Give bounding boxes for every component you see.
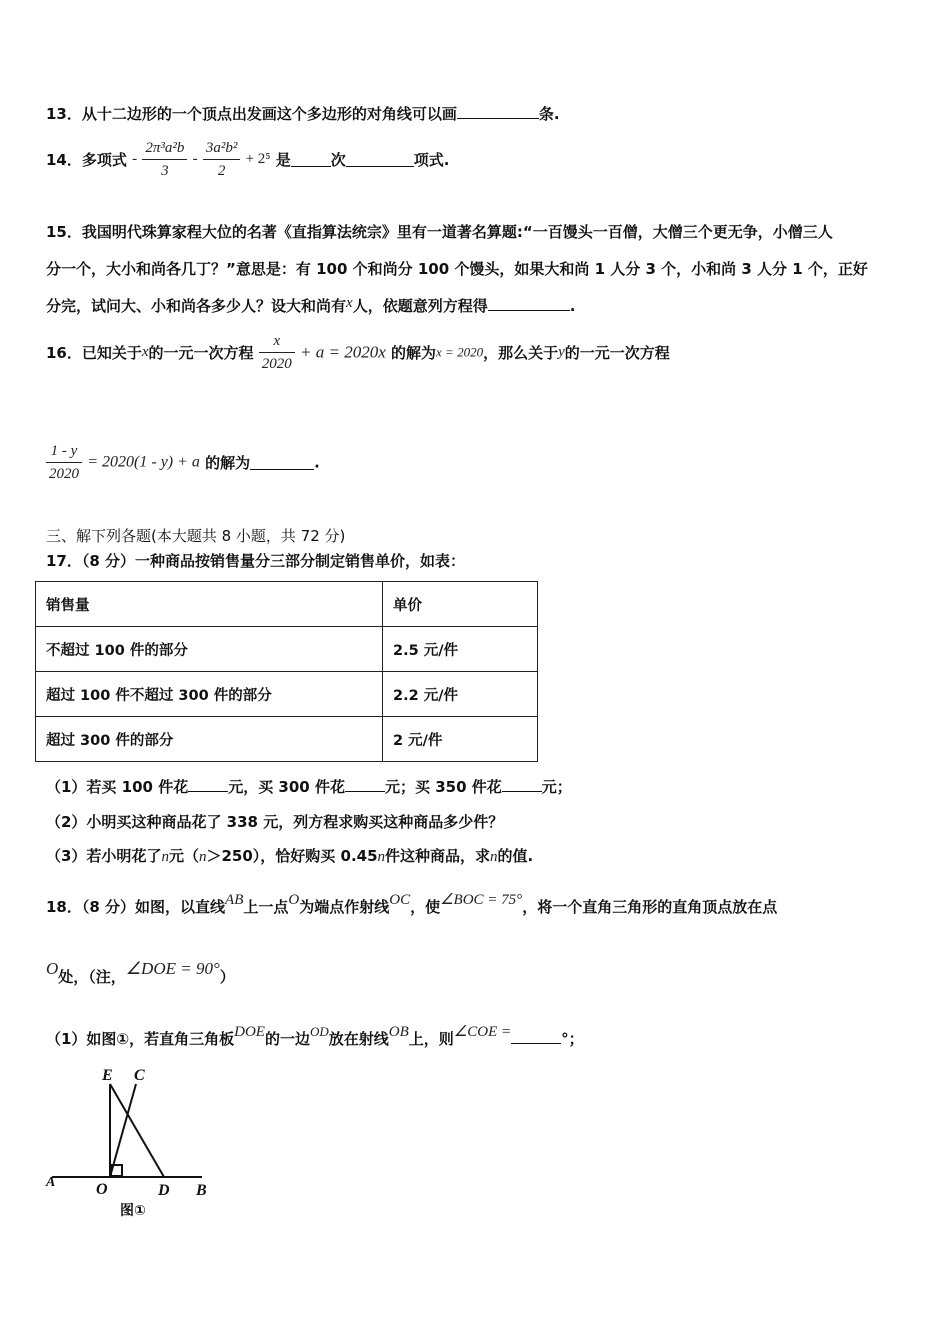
label-o: O [96, 1181, 108, 1198]
table-row: 销售量 单价 [36, 582, 538, 627]
label-d: D [158, 1182, 170, 1199]
question-18-part-1: （1）如图①，若直角三角板DOE的一边OD放在射线OB上，则∠COE = °； [46, 1024, 584, 1048]
geometry-figure [44, 1064, 214, 1224]
section-heading: 三、解下列各题(本大题共 8 小题，共 72 分) [46, 527, 346, 545]
question-14: 14．多项式 - $\frac{\text{2π³a²b}}{3}$ - $\frac{\text{3a²b²}}{2}$ + 2⁵ 是 次 项式. [46, 137, 449, 182]
question-17-part-1: （1）若买 100 件花 元，买 300 件花 元；买 350 件花 元； [46, 778, 572, 796]
question-13: 13．从十二边形的一个顶点出发画这个多边形的对角线可以画 条. [46, 105, 560, 123]
question-15-line-2: 分一个，大小和尚各几丁？”意思是：有 100 个和尚分 100 个馒头，如果大和尚 1 人分 3 个，小和尚 3 人分 1 个，正好 [46, 260, 868, 278]
question-15-line-1: 15．我国明代珠算家程大位的名著《直指算法统宗》里有一道著名算题:“一百馒头一百僧，大僧三个更无争，小僧三人 [46, 223, 833, 241]
question-16: 16．已知关于x的一元一次方程 $\frac{x}{2020}$ + a = 2020x 的解为x = 2020，那么关于y的一元一次方程 [46, 330, 670, 375]
question-16-equation-2: $\frac{1 - y}{2020}$ = 2020(1 - y) + a 的解为 . [46, 440, 320, 485]
answer-blank [502, 777, 542, 792]
answer-blank [291, 152, 331, 167]
label-e: E [102, 1067, 113, 1084]
fraction-1: $\frac{\text{2π³a²b}}{3}$ [142, 137, 187, 182]
question-18: 18．（8 分）如图，以直线AB上一点O为端点作射线OC，使∠BOC = 75°，将一个直角三角形的直角顶点放在点 [46, 892, 778, 916]
question-15-line-3: 分完，试问大、小和尚各多少人？设大和尚有x人，依题意列方程得 . [46, 295, 576, 315]
question-17-part-2: （2）小明买这种商品花了 338 元，列方程求购买这种商品多少件？ [46, 813, 504, 831]
table-row: 超过 300 件的部分 2 元/件 [36, 717, 538, 762]
answer-blank [250, 455, 314, 470]
question-17-part-3: （3）若小明花了n元（n＞250），恰好购买 0.45n件这种商品，求n的值. [46, 847, 534, 865]
answer-blank [346, 152, 414, 167]
ray-oc [110, 1084, 136, 1177]
price-table [35, 581, 538, 762]
label-b: B [196, 1182, 207, 1199]
equation-2-fraction: $\frac{1 - y}{2020}$ [46, 440, 82, 485]
answer-blank [511, 1029, 561, 1044]
segment-ed [110, 1084, 164, 1177]
table-row: 超过 100 件不超过 300 件的部分 2.2 元/件 [36, 672, 538, 717]
table-row: 不超过 100 件的部分 2.5 元/件 [36, 627, 538, 672]
answer-blank [345, 777, 385, 792]
question-17-title: 17．（8 分）一种商品按销售量分三部分制定销售单价，如表： [46, 552, 466, 570]
equation-1-fraction: $\frac{x}{2020}$ [259, 330, 295, 375]
label-a: A [46, 1175, 56, 1190]
question-18-line-2: O处，（注，∠DOE = 90°） [46, 959, 235, 986]
figure-caption: 图① [120, 1203, 146, 1219]
answer-blank [488, 296, 570, 311]
answer-blank [188, 777, 228, 792]
label-c: C [134, 1067, 145, 1084]
fraction-2: $\frac{\text{3a²b²}}{2}$ [203, 137, 241, 182]
answer-blank [457, 104, 539, 119]
